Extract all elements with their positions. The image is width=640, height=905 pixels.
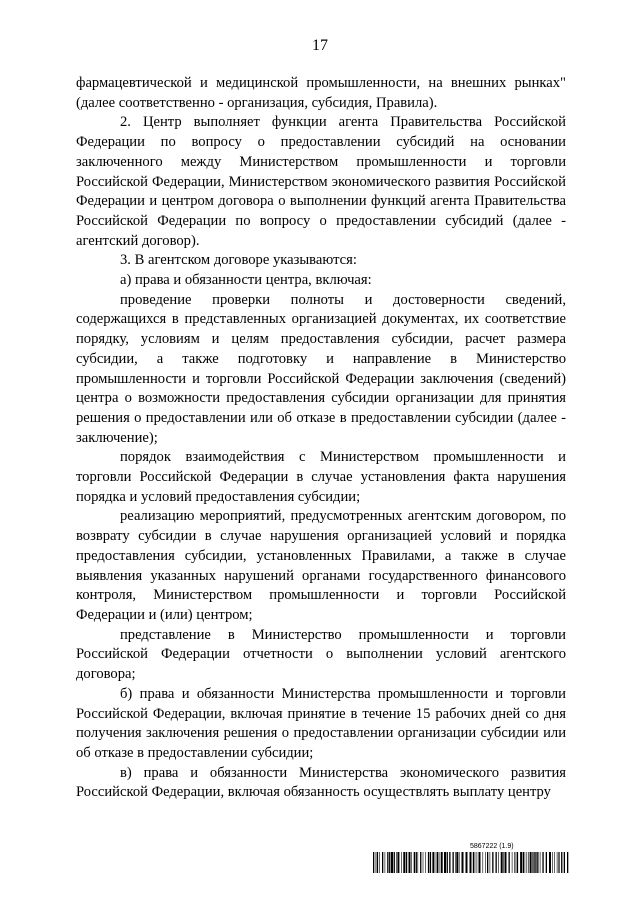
- page-number: 17: [312, 37, 328, 54]
- paragraph-subitem-a: а) права и обязанности центра, включая:: [120, 272, 372, 289]
- barcode-icon: [373, 852, 569, 873]
- document-body: [76, 74, 566, 803]
- paragraph-item-2: 2. Центр выполняет функции агента Правительства Российской Федерации по вопросу о предоставлении субсидий на основании заключенного между Министерством промышленности и торговли Российской Федерации, Министерством экономического развития Российской Федерации и центром договора о выполнении функций агента Правительства Российской Федерации по вопросу о предоставлении субсидий (далее - агентский договор).: [76, 114, 566, 249]
- paragraph-continuation: фармацевтической и медицинской промышленности, на внешних рынках" (далее соответственно - организация, субсидия, Правила).: [76, 75, 566, 111]
- document-code: 5867222 (1.9): [470, 843, 514, 850]
- paragraph-subitem-v: в) права и обязанности Министерства экономического развития Российской Федерации, включая обязанность осуществлять выплату центру: [76, 764, 566, 801]
- paragraph-refund: реализацию мероприятий, предусмотренных агентским договором, по возврату субсидии в случае нарушения организацией условий и порядка предоставления субсидии, установленных Правилами, а также в случае выявления указанных нарушений органами государственного финансового контроля, Министерством промышленности и торговли Российской Федерации и (или) центром;: [76, 508, 566, 623]
- paragraph-interaction: порядок взаимодействия с Министерством промышленности и торговли Российской Федерации в случае установления факта нарушения порядка и условий предоставления субсидии;: [76, 449, 566, 505]
- paragraph-item-3: 3. В агентском договоре указываются:: [120, 252, 357, 269]
- paragraph-subitem-b: б) права и обязанности Министерства промышленности и торговли Российской Федерации, включая принятие в течение 15 рабочих дней со дня получения заключения решения о предоставлении организации субсидии или об отказе в предоставлении субсидии;: [76, 685, 566, 761]
- paragraph-reporting: представление в Министерство промышленности и торговли Российской Федерации отчетности о выполнении условий агентского договора;: [76, 626, 566, 683]
- paragraph-verification: проведение проверки полноты и достоверности сведений, содержащихся в представленных организацией документах, их соответствие порядку, условиям и целям предоставления субсидии, расчет размера субсидии, а также подготовку и направление в Министерство промышленности и торговли Российской Федерации заключения (сведений) центра о возможности предоставления субсидии организации для принятия решения о предоставлении или об отказе в предоставлении субсидии (далее - заключение);: [76, 291, 566, 446]
